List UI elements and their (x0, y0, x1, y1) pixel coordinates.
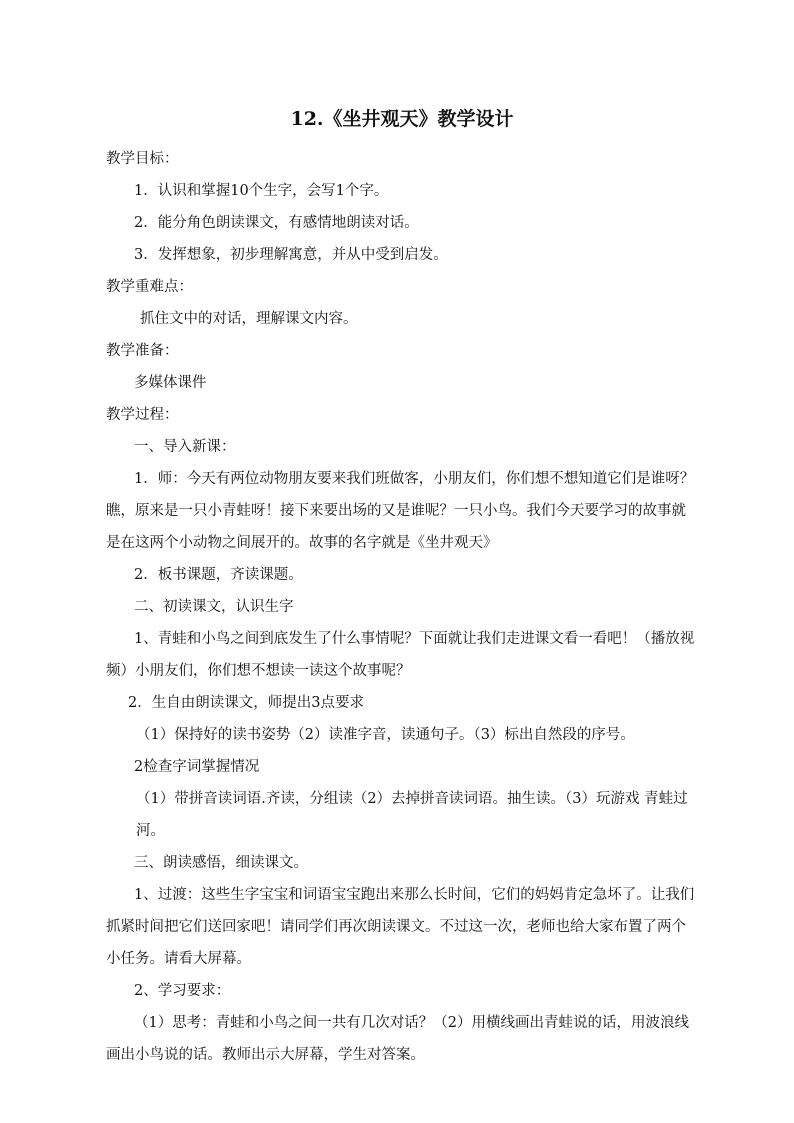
step-heading-1: 一、导入新课： (134, 439, 236, 455)
step-3-paragraph-2: 2、学习要求： (134, 983, 231, 999)
step-1-paragraph-1: 1．师：今天有两位动物朋友要来我们班做客，小朋友们，你们想不想知道它们是谁呀？瞧，原来是一只小青蛙呀！接下来要出场的又是谁呢？一只小鸟。我们今天要学习的故事就是在这两个小动物之间展开的。故事的名字就是《坐井观天》 (106, 471, 695, 551)
objective-item-2: 2．能分角色朗读课文，有感情地朗读对话。 (134, 215, 419, 231)
key-points-text: 抓住文中的对话，理解课文内容。 (140, 311, 358, 327)
objective-item-3: 3．发挥想象，初步理解寓意，并从中受到启发。 (134, 247, 448, 263)
step-3-paragraph-3: （1）思考：青蛙和小鸟之间一共有几次对话？（2）用横线画出青蛙说的话，用波浪线画出小鸟说的话。教师出示大屏幕，学生对答案。 (106, 1015, 689, 1063)
document-title: 12.《坐井观天》教学设计 (290, 108, 514, 130)
step-1-paragraph-2: 2．板书课题，齐读课题。 (134, 567, 303, 583)
section-heading-key-points: 教学重难点： (106, 279, 193, 295)
step-heading-3: 三、朗读感悟，细读课文。 (134, 855, 308, 871)
step-2-check-detail: （1）带拼音读词语.齐读，分组读（2）去掉拼音读词语。抽生读。（3）玩游戏 青蛙过河。 (136, 791, 688, 839)
step-2-paragraph-2: 2．生自由朗读课文，师提出3点要求 (128, 695, 364, 711)
step-2-requirements: （1）保持好的读书姿势（2）读准字音，读通句子。（3）标出自然段的序号。 (136, 727, 635, 743)
section-heading-process: 教学过程： (106, 407, 179, 423)
step-2-paragraph-1: 1、青蛙和小鸟之间到底发生了什么事情呢？下面就让我们走进课文看一看吧！（播放视频）小朋友们，你们想不想读一读这个故事呢？ (106, 631, 695, 679)
step-2-check: 2检查字词掌握情况 (134, 759, 260, 775)
section-heading-preparation: 教学准备： (106, 343, 179, 359)
section-heading-objectives: 教学目标： (106, 151, 179, 167)
step-heading-2: 二、初读课文，认识生字 (134, 599, 294, 615)
objective-item-1: 1．认识和掌握10个生字，会写1个字。 (134, 183, 389, 199)
preparation-text: 多媒体课件 (134, 375, 207, 391)
step-3-paragraph-1: 1、过渡：这些生字宝宝和词语宝宝跑出来那么长时间，它们的妈妈肯定急坏了。让我们抓紧时间把它们送回家吧！请同学们再次朗读课文。不过这一次，老师也给大家布置了两个小任务。请看大屏幕。 (106, 887, 695, 967)
